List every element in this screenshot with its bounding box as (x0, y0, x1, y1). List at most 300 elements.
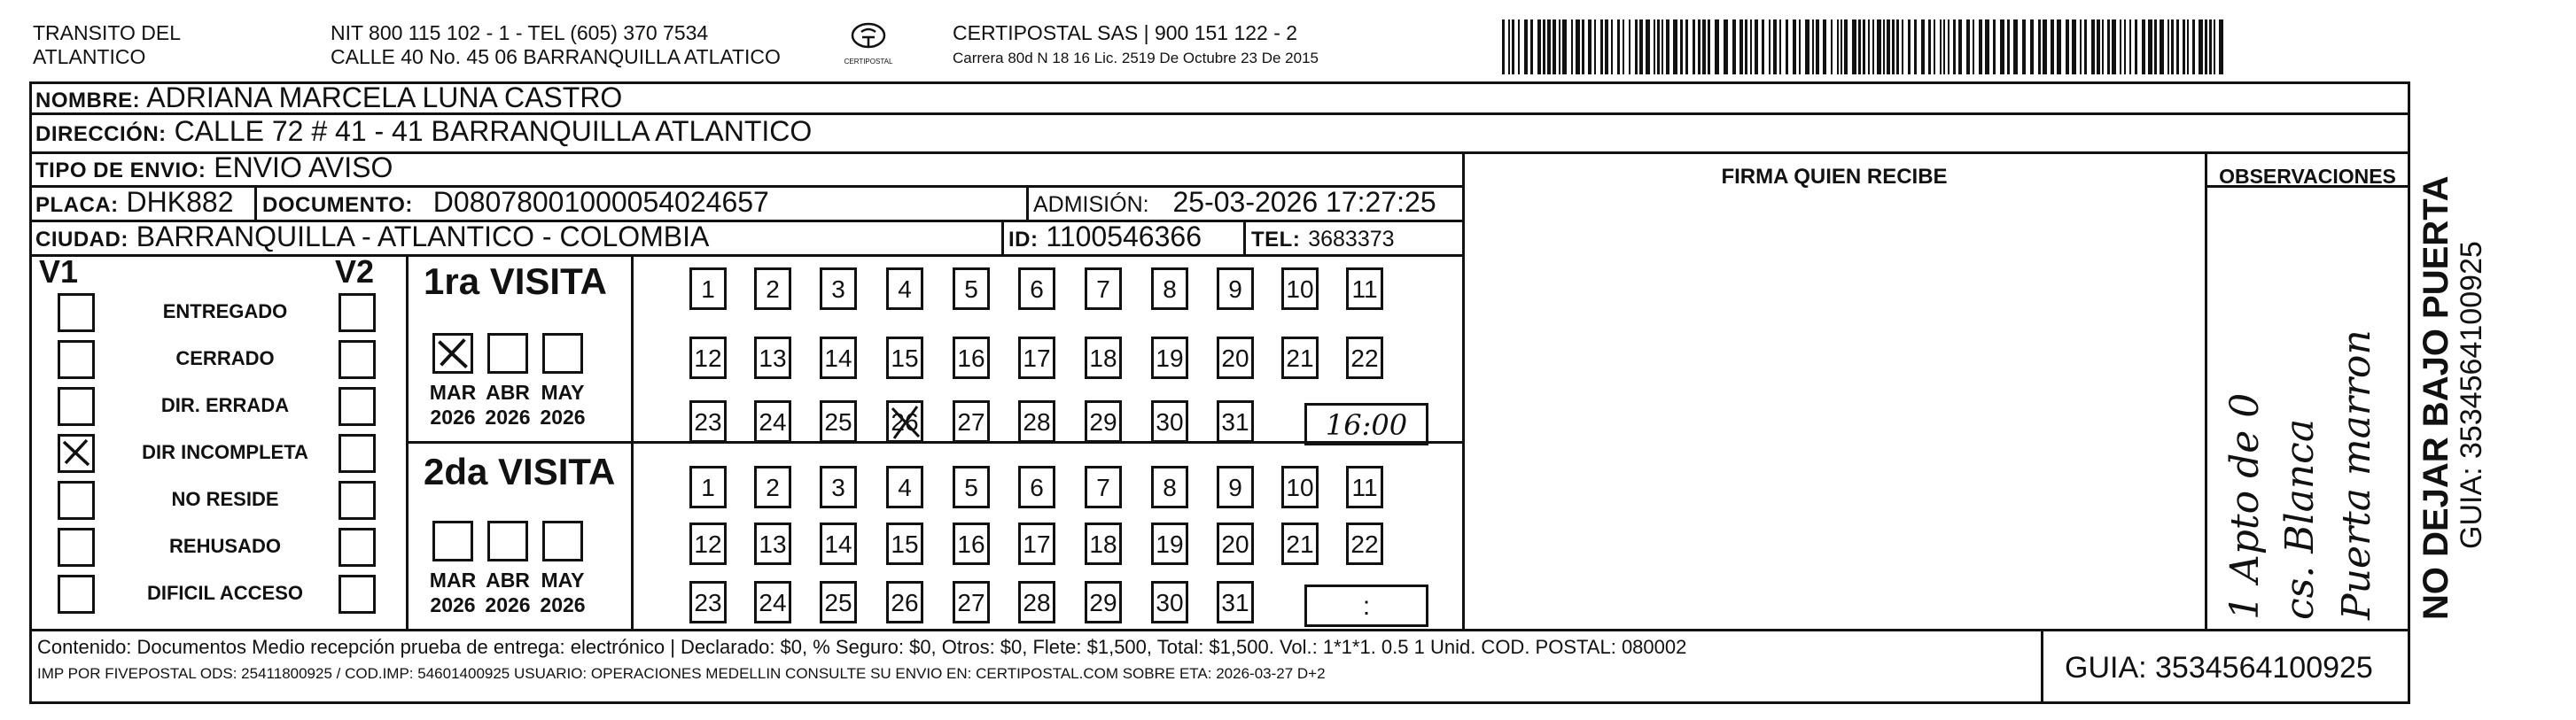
month-year: 2026 (430, 406, 476, 429)
barcode-bar (2205, 19, 2207, 74)
v1-checkbox[interactable] (58, 575, 95, 614)
first-visit-day-box[interactable] (1151, 400, 1188, 443)
barcode-bar (2187, 19, 2189, 74)
second-visit-day-box[interactable] (1346, 466, 1383, 508)
day-number: 3 (831, 275, 845, 303)
barcode-bar (1611, 19, 1613, 74)
v2-checkbox[interactable] (339, 528, 376, 567)
barcode-bar (2183, 19, 2185, 74)
barcode-bar (2080, 19, 2082, 74)
month-year: 2026 (430, 593, 476, 616)
ciudad-label: CIUDAD: (35, 228, 128, 252)
day-number: 27 (957, 408, 985, 436)
second-visit-day-box[interactable] (1085, 523, 1122, 565)
day-number: 30 (1156, 589, 1184, 616)
second-visit-day-box[interactable] (1151, 523, 1188, 565)
v1-checkbox[interactable] (58, 387, 95, 426)
month-year: 2026 (540, 593, 586, 616)
day-number: 23 (694, 408, 722, 436)
first-visit-month-box[interactable] (487, 333, 528, 374)
first-visit-day-box[interactable] (689, 400, 727, 443)
placa-value: DHK882 (126, 186, 234, 218)
second-visit-day-box[interactable] (1346, 523, 1383, 565)
day-number: 5 (964, 474, 978, 501)
barcode-bar (2038, 19, 2041, 74)
day-number: 13 (759, 530, 787, 558)
v2-checkbox[interactable] (339, 575, 376, 614)
admision-label: ADMISIÓN: (1033, 192, 1149, 217)
ciudad-value: BARRANQUILLA - ATLANTICO - COLOMBIA (136, 221, 710, 252)
barcode-bar (2102, 19, 2104, 74)
barcode-bar (2120, 19, 2121, 74)
second-visit-day-box[interactable] (886, 523, 923, 565)
day-number: 15 (891, 530, 919, 558)
barcode-bar (1868, 19, 1870, 74)
barcode-bar (2091, 19, 2095, 74)
first-visit-day-box[interactable] (953, 267, 990, 310)
month-name: ABR (486, 569, 530, 592)
second-visit-day-box[interactable] (754, 581, 791, 623)
first-visit-day-box[interactable] (1018, 337, 1055, 379)
barcode-bar (1872, 19, 1874, 74)
barcode-bar (2135, 19, 2137, 74)
tel-row (1251, 219, 1395, 258)
first-visit-day-box[interactable] (1346, 267, 1383, 310)
day-number: 14 (824, 530, 852, 558)
barcode-bar (1635, 19, 1638, 74)
day-number: 29 (1089, 589, 1117, 616)
second-visit-day-box[interactable] (1281, 523, 1319, 565)
second-visit-day-box[interactable] (886, 581, 923, 623)
v2-checkbox[interactable] (339, 293, 376, 332)
certipostal-logo (833, 21, 904, 66)
day-number: 26 (891, 408, 919, 436)
ciudad-row (35, 219, 709, 258)
barcode-bar (2219, 19, 2223, 74)
barcode-bar (1588, 19, 1592, 74)
reason-label: DIR. ERRADA (160, 394, 290, 416)
barcode-bar (1779, 19, 1781, 74)
first-visit-day-box[interactable] (820, 267, 857, 310)
first-visit-day-box[interactable] (1018, 267, 1055, 310)
second-visit-day-box[interactable] (1085, 466, 1122, 508)
barcode-bar (1666, 19, 1669, 74)
second-visit-day-box[interactable] (754, 523, 791, 565)
documento-value: D08078001000054024657 (432, 186, 769, 218)
first-visit-title: 1ra VISITA (424, 260, 607, 302)
day-number: 28 (1023, 589, 1051, 616)
barcode-bar (1698, 19, 1700, 74)
barcode-bar (2107, 19, 2110, 74)
day-number: 29 (1089, 408, 1117, 436)
barcode-bar (1902, 19, 1903, 74)
cross-mark-icon (889, 403, 922, 442)
admision-row (1033, 184, 1436, 222)
barcode-bar (1769, 19, 1771, 74)
second-visit-day-box[interactable] (953, 523, 990, 565)
day-number: 10 (1286, 275, 1314, 303)
second-visit-day-box[interactable] (1217, 581, 1254, 623)
barcode-bar (2176, 19, 2179, 74)
day-number: 31 (1221, 408, 1249, 436)
first-visit-day-box[interactable] (1085, 337, 1122, 379)
day-number: 17 (1023, 530, 1051, 558)
barcode-bar (1524, 19, 1528, 74)
day-number: 11 (1351, 275, 1378, 303)
barcode-bar (1831, 19, 1833, 74)
first-visit-day-box[interactable] (754, 400, 791, 443)
barcode-bar (1816, 19, 1819, 74)
v2-label: V2 (335, 253, 375, 290)
first-visit-day-box[interactable] (1281, 267, 1319, 310)
admision-value: 25-03-2026 17:27:25 (1172, 186, 1436, 218)
barcode-bar (1693, 19, 1695, 74)
barcode-bar (1943, 19, 1945, 74)
second-visit-day-box[interactable] (886, 466, 923, 508)
v1-checkbox[interactable] (58, 434, 95, 473)
day-number: 18 (1089, 530, 1117, 558)
second-visit-day-box[interactable] (1018, 466, 1055, 508)
month-label (532, 568, 594, 617)
first-visit-day-box[interactable] (689, 337, 727, 379)
barcode-bar (1953, 19, 1956, 74)
second-visit-day-box[interactable] (1018, 581, 1055, 623)
documento-row (262, 184, 769, 223)
footer-content-line: Contenido: Documentos Medio recepción prueba de entrega: electrónico | Declarado: $0, % Seguro: $0, Otros: $0, Flete: $1,500, Total: $1,500. Vol.: 1*1*1. 0.5 1 Unid. COD. POSTAL: 080002 (37, 636, 1687, 658)
month-year: 2026 (540, 406, 586, 429)
direccion-value: CALLE 72 # 41 - 41 BARRANQUILLA ATLANTICO (174, 115, 813, 147)
day-number: 4 (898, 275, 912, 303)
first-visit-time: 16:00 (1325, 408, 1408, 442)
barcode-bar (2013, 19, 2018, 74)
first-visit-day-box[interactable] (1085, 267, 1122, 310)
month-year: 2026 (485, 593, 531, 616)
day-number: 10 (1286, 474, 1314, 501)
first-visit-day-box[interactable] (953, 337, 990, 379)
barcode-bar (1914, 19, 1917, 74)
barcode-bar (1973, 19, 1974, 74)
barcode-bar (1928, 19, 1931, 74)
barcode-bar (1715, 19, 1719, 74)
company-line-1: CERTIPOSTAL SAS | 900 151 122 - 2 (953, 21, 1298, 44)
barcode-bar (1837, 19, 1839, 74)
first-visit-day-box[interactable] (1151, 267, 1188, 310)
month-label (477, 380, 539, 430)
day-number: 17 (1023, 345, 1051, 372)
barcode-bar (1762, 19, 1764, 74)
second-visit-day-box[interactable] (1151, 466, 1188, 508)
company-info (953, 21, 1319, 68)
id-label: ID: (1008, 228, 1039, 252)
second-visit-day-box[interactable] (754, 466, 791, 508)
org-name (33, 21, 181, 69)
month-name: MAR (429, 569, 477, 592)
day-number: 9 (1228, 275, 1242, 303)
reason-label: DIR INCOMPLETA (142, 441, 308, 463)
month-label (422, 568, 484, 617)
day-number: 20 (1221, 345, 1249, 372)
barcode-bar (1553, 19, 1556, 74)
first-visit-day-box[interactable] (689, 267, 727, 310)
v2-checkbox[interactable] (339, 387, 376, 426)
tel-label: TEL: (1251, 228, 1301, 252)
month-name: ABR (486, 381, 530, 404)
observation-line-2: cs. Blanca (2277, 418, 2323, 620)
first-visit-day-box[interactable] (1217, 400, 1254, 443)
barcode-bar (2007, 19, 2010, 74)
day-number: 23 (694, 589, 722, 616)
day-number: 25 (824, 408, 852, 436)
v1-checkbox[interactable] (58, 340, 95, 379)
first-visit-day-box[interactable] (754, 337, 791, 379)
barcode-bar (2124, 19, 2126, 74)
address-line: CALLE 40 No. 45 06 BARRANQUILLA ATLATICO (331, 45, 781, 68)
barcode-bar (1883, 19, 1885, 74)
barcode-bar (1605, 19, 1608, 74)
first-visit-day-box[interactable] (820, 337, 857, 379)
second-visit-day-box[interactable] (820, 466, 857, 508)
barcode-bar (1629, 19, 1630, 74)
day-number: 7 (1096, 275, 1110, 303)
barcode-bar (1685, 19, 1688, 74)
barcode-bar (1934, 19, 1935, 74)
barcode-bar (2160, 19, 2164, 74)
barcode-bar (2030, 19, 2034, 74)
documento-label: DOCUMENTO: (262, 193, 413, 217)
reason-label: DIFICIL ACCESO (146, 582, 303, 604)
barcode-bar (2043, 19, 2047, 74)
month-name: MAY (541, 381, 585, 404)
reason-label: REHUSADO (169, 535, 281, 557)
tel-value: 3683373 (1308, 227, 1395, 252)
month-year: 2026 (485, 406, 531, 429)
company-line-2: Carrera 80d N 18 16 Lic. 2519 De Octubre 23 De 2015 (953, 50, 1319, 66)
barcode-bar (2209, 19, 2212, 74)
v1-label: V1 (39, 253, 79, 290)
firma-header: FIRMA QUIEN RECIBE (1721, 165, 1948, 189)
month-label (532, 380, 594, 430)
barcode-bar (1812, 19, 1814, 74)
barcode-bar (1896, 19, 1899, 74)
month-label (477, 568, 539, 617)
first-visit-time-box[interactable] (1304, 403, 1428, 445)
barcode-bar (2167, 19, 2169, 74)
barcode-bar (1844, 19, 1848, 74)
barcode-bar (1948, 19, 1950, 74)
first-visit-day-box[interactable] (886, 267, 923, 310)
barcode-bar (1908, 19, 1911, 74)
tipo-envio-row (35, 150, 393, 189)
barcode-bar (2142, 19, 2145, 74)
barcode-bar (2097, 19, 2100, 74)
v1-checkbox[interactable] (58, 528, 95, 567)
barcode-bar (1966, 19, 1970, 74)
v2-checkbox[interactable] (339, 434, 376, 473)
placa-label: PLACA: (35, 193, 119, 217)
org-line-2: ATLANTICO (33, 45, 146, 68)
footer-print-line: IMP POR FIVEPOSTAL ODS: 25411800925 / COD.IMP: 54601400925 USUARIO: OPERACIONES MEDELLIN CONSULTE SU ENVIO EN: CERTIPOSTAL.COM SOBRE ETA: 2026-03-27 D+2 (37, 665, 1326, 682)
day-number: 26 (891, 589, 919, 616)
barcode-bar (1654, 19, 1655, 74)
barcode-bar (1662, 19, 1663, 74)
first-visit-month-box[interactable] (432, 333, 473, 374)
barcode-bar (1858, 19, 1861, 74)
second-visit-day-box[interactable] (689, 466, 727, 508)
day-number: 4 (898, 474, 912, 501)
barcode-bar (1639, 19, 1643, 74)
barcode-bar (2129, 19, 2131, 74)
second-visit-month-box[interactable] (542, 521, 583, 561)
barcode-bar (1805, 19, 1809, 74)
second-visit-day-box[interactable] (953, 466, 990, 508)
barcode-bar (2072, 19, 2076, 74)
first-visit-day-box[interactable] (1151, 337, 1188, 379)
barcode-bar (1673, 19, 1677, 74)
second-visit-day-box[interactable] (1151, 581, 1188, 623)
barcode-bar (2084, 19, 2087, 74)
org-contact (331, 21, 781, 69)
second-visit-time: : (1362, 592, 1371, 621)
barcode-bar (1940, 19, 1942, 74)
day-number: 3 (831, 474, 845, 501)
barcode-bar (2192, 19, 2195, 74)
first-visit-month-box[interactable] (542, 333, 583, 374)
v1-checkbox[interactable] (58, 481, 95, 520)
barcode-bar (1582, 19, 1584, 74)
day-number: 1 (701, 275, 715, 303)
barcode-bar (2154, 19, 2157, 74)
day-number: 18 (1089, 345, 1117, 372)
barcode-bar (2057, 19, 2061, 74)
barcode-bar (1559, 19, 1560, 74)
second-visit-day-box[interactable] (1018, 523, 1055, 565)
day-number: 21 (1286, 530, 1314, 558)
observation-line-3: Puerta marron (2334, 329, 2379, 620)
barcode-bar (1993, 19, 1996, 74)
barcode-bar (1617, 19, 1620, 74)
second-visit-day-box[interactable] (1085, 581, 1122, 623)
day-number: 24 (759, 408, 787, 436)
barcode (1502, 19, 2229, 74)
barcode-bar (1732, 19, 1736, 74)
first-visit-day-box[interactable] (1281, 337, 1319, 379)
second-visit-day-box[interactable] (1217, 523, 1254, 565)
barcode-bar (1594, 19, 1596, 74)
barcode-bar (1958, 19, 1962, 74)
id-row (1008, 219, 1202, 258)
barcode-bar (1680, 19, 1683, 74)
v2-checkbox[interactable] (339, 340, 376, 379)
barcode-bar (1562, 19, 1567, 74)
barcode-bar (1823, 19, 1826, 74)
barcode-bar (1502, 19, 1505, 74)
v1-checkbox[interactable] (58, 293, 95, 332)
day-number: 25 (824, 589, 852, 616)
barcode-bar (1512, 19, 1514, 74)
day-number: 13 (759, 345, 787, 372)
day-number: 2 (766, 474, 780, 501)
no-dejar-warning: NO DEJAR BAJO PUERTA (2416, 175, 2455, 620)
day-number: 19 (1156, 345, 1184, 372)
barcode-bar (2112, 19, 2116, 74)
first-visit-day-box[interactable] (1346, 337, 1383, 379)
day-number: 22 (1350, 530, 1379, 558)
day-number: 22 (1350, 345, 1379, 372)
first-visit-day-box[interactable] (953, 400, 990, 443)
first-visit-day-box[interactable] (1217, 267, 1254, 310)
barcode-bar (1702, 19, 1706, 74)
barcode-bar (1530, 19, 1533, 74)
barcode-bar (2066, 19, 2069, 74)
second-visit-day-box[interactable] (689, 523, 727, 565)
second-visit-day-box[interactable] (820, 523, 857, 565)
barcode-bar (1537, 19, 1541, 74)
first-visit-day-box[interactable] (1085, 400, 1122, 443)
tipo-envio-label: TIPO DE ENVIO: (35, 159, 206, 182)
second-visit-day-box[interactable] (820, 581, 857, 623)
second-visit-day-box[interactable] (953, 581, 990, 623)
check-mark-icon (435, 336, 471, 371)
month-label (422, 380, 484, 430)
second-visit-day-box[interactable] (1217, 466, 1254, 508)
barcode-bar (1646, 19, 1650, 74)
second-visit-month-box[interactable] (487, 521, 528, 561)
tipo-envio-value: ENVIO AVISO (214, 151, 393, 183)
barcode-bar (1841, 19, 1842, 74)
reason-label: ENTREGADO (162, 300, 288, 322)
logo-icon (851, 21, 886, 53)
barcode-bar (1571, 19, 1573, 74)
guia-number: GUIA: 3534564100925 (2065, 651, 2373, 685)
day-number: 15 (891, 345, 919, 372)
first-visit-day-box[interactable] (754, 267, 791, 310)
barcode-bar (1657, 19, 1660, 74)
second-visit-day-box[interactable] (1281, 466, 1319, 508)
reason-label: NO RESIDE (171, 488, 279, 510)
barcode-bar (2000, 19, 2004, 74)
day-number: 2 (766, 275, 780, 303)
barcode-bar (1739, 19, 1743, 74)
barcode-bar (1543, 19, 1545, 74)
first-visit-day-box[interactable] (1018, 400, 1055, 443)
placa-row (35, 184, 234, 223)
second-visit-month-box[interactable] (432, 521, 473, 561)
first-visit-day-box[interactable] (886, 400, 923, 443)
barcode-bar (1724, 19, 1728, 74)
day-number: 20 (1221, 530, 1249, 558)
day-number: 14 (824, 345, 852, 372)
second-visit-time-box[interactable] (1304, 585, 1428, 627)
barcode-bar (2051, 19, 2054, 74)
day-number: 12 (694, 530, 722, 558)
day-number: 16 (957, 345, 985, 372)
barcode-bar (1508, 19, 1510, 74)
second-visit-day-box[interactable] (689, 581, 727, 623)
day-number: 1 (701, 474, 715, 501)
barcode-bar (2199, 19, 2203, 74)
v2-checkbox[interactable] (339, 481, 376, 520)
barcode-bar (1547, 19, 1551, 74)
first-visit-day-box[interactable] (820, 400, 857, 443)
barcode-bar (1921, 19, 1925, 74)
first-visit-day-box[interactable] (1217, 337, 1254, 379)
id-value: 1100546366 (1046, 221, 1202, 252)
org-line-1: TRANSITO DEL (33, 21, 181, 44)
signature-area[interactable] (1467, 188, 2203, 627)
barcode-bar (1887, 19, 1890, 74)
day-number: 11 (1351, 474, 1378, 501)
first-visit-day-box[interactable] (886, 337, 923, 379)
